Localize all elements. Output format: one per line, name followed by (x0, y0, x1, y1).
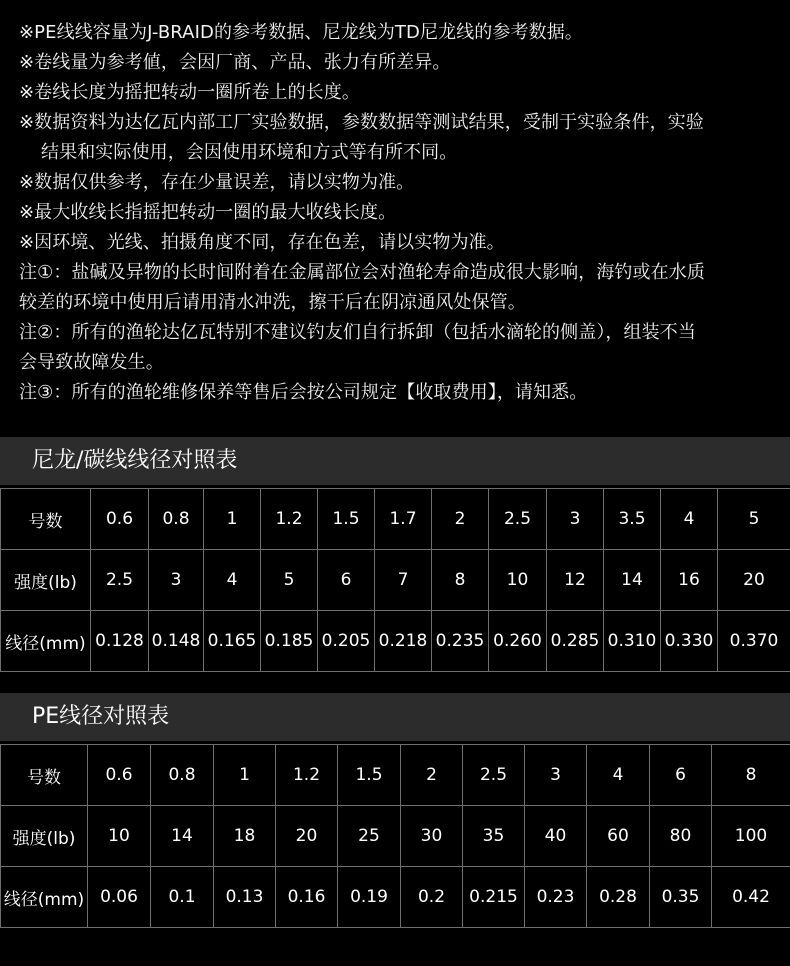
table-cell: 6 (650, 745, 712, 806)
note-line: 会导致故障发生。 (19, 352, 164, 373)
table-cell: 0.260 (489, 611, 547, 672)
row-header-cell: 线径(mm) (1, 867, 88, 928)
table-cell: 0.8 (151, 745, 214, 806)
table-cell: 2 (432, 489, 489, 550)
note-item (19, 48, 780, 78)
table-cell: 4 (661, 489, 718, 550)
table-cell: 10 (489, 550, 547, 611)
table-cell: 80 (650, 806, 712, 867)
table-cell: 3 (149, 550, 204, 611)
note-line: ※卷线量为参考値，会因厂商、产品、张力有所差异。 (19, 52, 451, 73)
table-cell: 4 (204, 550, 261, 611)
note-item (19, 18, 780, 48)
table-cell: 0.165 (204, 611, 261, 672)
table-cell: 0.285 (547, 611, 604, 672)
table-cell: 16 (661, 550, 718, 611)
table-cell: 8 (432, 550, 489, 611)
table-cell: 2.5 (463, 745, 525, 806)
table-cell: 3 (547, 489, 604, 550)
table-cell: 1 (214, 745, 276, 806)
table-cell: 0.205 (318, 611, 375, 672)
note-line: 较差的环境中使用后请用清水冲洗，擦干后在阴凉通风处保管。 (19, 292, 526, 313)
table-row (1, 745, 790, 806)
pe-table-title: PE线径对照表 (0, 693, 790, 741)
table-cell: 0.28 (587, 867, 650, 928)
note-line: ※PE线线容量为J-BRAID的参考数据、尼龙线为TD尼龙线的参考数据。 (19, 22, 583, 43)
table-cell: 0.1 (151, 867, 214, 928)
table-cell: 0.42 (712, 867, 790, 928)
nylon-table-title: 尼龙/碳线线径对照表 (0, 437, 790, 485)
note-item (19, 228, 780, 258)
note-line: ※卷线长度为摇把转动一圈所卷上的长度。 (19, 82, 360, 103)
table-row (1, 867, 790, 928)
table-cell: 12 (547, 550, 604, 611)
table-cell: 0.235 (432, 611, 489, 672)
table-cell: 0.16 (276, 867, 338, 928)
row-header-cell: 线径(mm) (1, 611, 91, 672)
table-cell: 2 (401, 745, 463, 806)
table-cell: 1.2 (261, 489, 318, 550)
table-cell: 0.2 (401, 867, 463, 928)
table-cell: 3.5 (604, 489, 661, 550)
pe-spec-table (0, 744, 790, 928)
table-cell: 0.218 (375, 611, 432, 672)
table-cell: 0.148 (149, 611, 204, 672)
note-line: 注①：盐碱及异物的长时间附着在金属部位会对渔轮寿命造成很大影响，海钓或在水质 (19, 262, 705, 283)
row-header-cell: 号数 (1, 489, 91, 550)
table-cell: 0.215 (463, 867, 525, 928)
table-row (1, 489, 790, 550)
notes-section (0, 0, 790, 408)
table-cell: 8 (712, 745, 790, 806)
table-row (1, 550, 790, 611)
table-cell: 1 (204, 489, 261, 550)
table-cell: 0.310 (604, 611, 661, 672)
table-cell: 10 (88, 806, 151, 867)
table-cell: 35 (463, 806, 525, 867)
note-line: ※数据仅供参考，存在少量误差，请以实物为准。 (19, 172, 415, 193)
table-cell: 14 (151, 806, 214, 867)
note-line: ※数据资料为达亿瓦内部工厂实验数据，参数数据等测试结果，受制于实验条件，实验 (19, 112, 704, 133)
table-cell: 4 (587, 745, 650, 806)
table-cell: 0.35 (650, 867, 712, 928)
table-cell: 1.7 (375, 489, 432, 550)
note-line: ※因环境、光线、拍摄角度不同，存在色差，请以实物为准。 (19, 232, 505, 253)
table-row (1, 806, 790, 867)
note-item (19, 378, 780, 408)
table-cell: 5 (718, 489, 790, 550)
note-line: 注③：所有的渔轮维修保养等售后会按公司规定【收取费用】，请知悉。 (19, 382, 588, 403)
table-cell: 6 (318, 550, 375, 611)
table-cell: 2.5 (489, 489, 547, 550)
note-item (19, 168, 780, 198)
note-item (19, 78, 780, 108)
table-cell: 14 (604, 550, 661, 611)
table-cell: 25 (338, 806, 401, 867)
table-cell: 0.185 (261, 611, 318, 672)
row-header-cell: 强度(lb) (1, 806, 88, 867)
note-line: 注②：所有的渔轮达亿瓦特别不建议钓友们自行拆卸（包括水滴轮的侧盖），组装不当 (19, 322, 696, 343)
table-cell: 40 (525, 806, 587, 867)
table-cell: 3 (525, 745, 587, 806)
table-cell: 2.5 (91, 550, 149, 611)
table-cell: 5 (261, 550, 318, 611)
table-row (1, 611, 790, 672)
note-item (19, 198, 780, 228)
note-item (19, 318, 780, 378)
table-cell: 0.8 (149, 489, 204, 550)
table-cell: 0.19 (338, 867, 401, 928)
row-header-cell: 强度(lb) (1, 550, 91, 611)
table-cell: 7 (375, 550, 432, 611)
table-cell: 0.6 (88, 745, 151, 806)
nylon-spec-table (0, 488, 790, 672)
table-cell: 0.06 (88, 867, 151, 928)
note-item (19, 108, 780, 168)
table-cell: 30 (401, 806, 463, 867)
table-cell: 20 (276, 806, 338, 867)
table-cell: 0.370 (718, 611, 790, 672)
table-cell: 0.128 (91, 611, 149, 672)
table-cell: 0.330 (661, 611, 718, 672)
table-cell: 18 (214, 806, 276, 867)
note-item (19, 258, 780, 318)
table-cell: 0.6 (91, 489, 149, 550)
table-cell: 1.5 (318, 489, 375, 550)
table-cell: 1.2 (276, 745, 338, 806)
table-cell: 1.5 (338, 745, 401, 806)
row-header-cell: 号数 (1, 745, 88, 806)
table-cell: 20 (718, 550, 790, 611)
table-cell: 0.23 (525, 867, 587, 928)
note-line: 结果和实际使用，会因使用环境和方式等有所不同。 (41, 142, 458, 163)
table-cell: 0.13 (214, 867, 276, 928)
note-line: ※最大收线长指摇把转动一圈的最大收线长度。 (19, 202, 397, 223)
table-cell: 100 (712, 806, 790, 867)
table-cell: 60 (587, 806, 650, 867)
